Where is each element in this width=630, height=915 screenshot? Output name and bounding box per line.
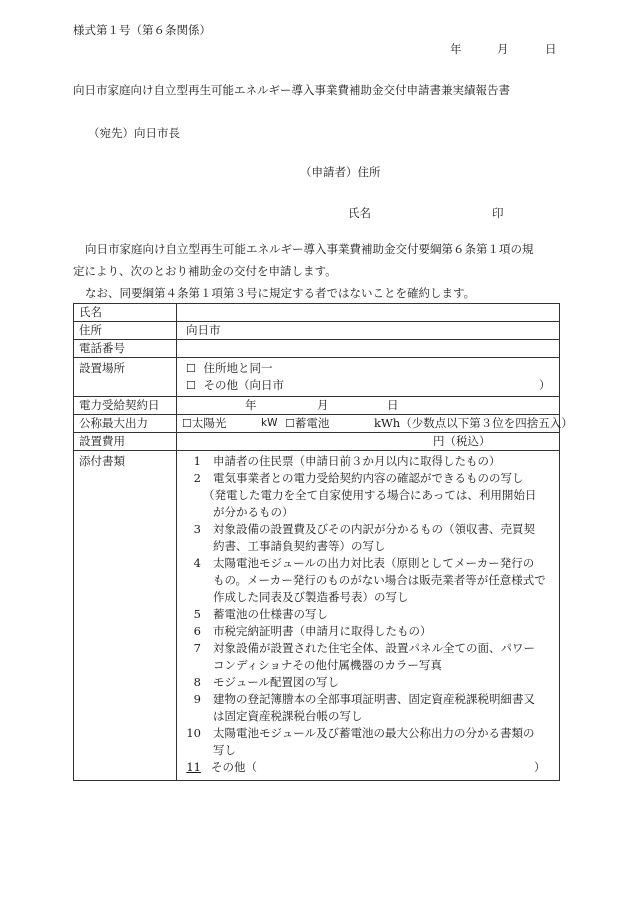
install-cost-unit: 円（税込） <box>433 434 491 448</box>
contract-date-label: 電力受給契約日 <box>74 397 177 415</box>
solar-label: 太陽光 <box>191 416 227 430</box>
body-paragraph-1-line-2: 定により、次のとおり補助金の交付を申請します。 <box>73 264 337 278</box>
contract-date-field[interactable] <box>177 397 560 415</box>
contract-day-label: 日 <box>387 398 399 412</box>
attachment-number: 2 <box>193 471 201 485</box>
phone-label: 電話番号 <box>74 340 177 358</box>
attachment-item <box>179 691 559 708</box>
attachment-text: 申請者の住民票（申請日前３か月以内に取得したもの） <box>213 454 501 468</box>
attachment-item <box>179 555 559 572</box>
attachment-item <box>179 674 559 691</box>
attachment-number: 4 <box>193 556 201 570</box>
attachment-text: 市税完納証明書（申請月に取得したもの） <box>213 624 432 638</box>
attachment-item <box>179 725 559 742</box>
attachment-text: 建物の登記簿謄本の全部事項証明書、固定資産税課税明細書又 <box>213 692 535 706</box>
attachment-text-continued: （発電した電力を全て自家使用する場合にあっては、利用開始日 <box>203 488 537 502</box>
attachment-number: 1 <box>193 454 201 468</box>
address-value: 向日市 <box>186 323 221 337</box>
attachment-text-continued: 写し <box>213 743 236 757</box>
attachment-item <box>179 640 559 657</box>
install-cost-field[interactable] <box>177 433 560 451</box>
address-label: 住所 <box>74 322 177 340</box>
attachment-number: 11 <box>186 760 201 774</box>
attachment-number: 5 <box>193 607 201 621</box>
attachment-text-continued: もの。メーカー発行のものがない場合は販売業者等が任意様式で <box>213 573 546 587</box>
install-cost-label: 設置費用 <box>74 433 177 451</box>
other-location-close-paren: ） <box>539 378 551 392</box>
attachment-text: 太陽電池モジュールの出力対比表（原則としてメーカー発行の <box>213 556 535 570</box>
other-location-option-label: その他（向日市 <box>203 378 285 392</box>
battery-label: 蓄電池 <box>294 416 330 430</box>
attachment-number: 9 <box>193 692 201 706</box>
table-row-attachments <box>74 451 560 781</box>
solar-checkbox[interactable]: ☐ <box>182 417 192 430</box>
battery-checkbox[interactable]: ☐ <box>285 417 295 430</box>
contract-year-label: 年 <box>245 398 257 412</box>
table-row-max-output <box>74 415 560 433</box>
attachment-number: 3 <box>193 522 201 536</box>
attachment-text: 蓄電池の仕様書の写し <box>213 607 328 621</box>
solar-kw-unit: kW <box>261 417 278 429</box>
attachment-text: 電気事業者との電力受給契約内容の確認ができるものの写し <box>213 471 524 485</box>
attachment-text: 対象設備が設置された住宅全体、設置パネル全ての面、パワー <box>213 641 535 655</box>
application-form-table <box>73 303 573 781</box>
attachment-item-other <box>179 759 559 776</box>
attachment-text-continued: 約書、工事請負契約書等）の写し <box>213 539 386 553</box>
attachment-text-continued: コンディショナその他付属機器のカラー写真 <box>213 658 442 672</box>
battery-kwh-note: kWh（少数点以下第３位を四捨五入） <box>374 416 573 430</box>
attachment-text: 太陽電池モジュール及び蓄電池の最大公称出力の分かる書類の <box>213 726 535 740</box>
attachment-text: モジュール配置図の写し <box>213 675 340 689</box>
attachment-number: 7 <box>193 641 201 655</box>
date-day-label: 日 <box>545 42 557 56</box>
attachment-text-continued: は固定資産税課税台帳の写し <box>213 709 363 723</box>
attachment-item <box>179 453 559 470</box>
contract-month-label: 月 <box>317 398 329 412</box>
attachment-number: 10 <box>186 726 201 740</box>
document-title: 向日市家庭向け自立型再生可能エネルギー導入事業費補助金交付申請書兼実績報告書 <box>73 83 510 97</box>
date-month-label: 月 <box>497 42 509 56</box>
table-row-install-location <box>74 358 560 397</box>
attachment-number: 6 <box>193 624 201 638</box>
other-location-checkbox[interactable]: ☐ <box>186 379 196 392</box>
attachment-item <box>179 623 559 640</box>
table-row-contract-date <box>74 397 560 415</box>
attachment-item <box>179 606 559 623</box>
name-label: 氏名 <box>74 304 177 322</box>
applicant-address-label: （申請者）住所 <box>300 165 381 179</box>
attachment-other-label: その他（ <box>211 760 257 774</box>
table-row-phone <box>74 340 560 358</box>
attachment-other-close-paren: ） <box>534 760 546 774</box>
install-location-options <box>177 358 560 397</box>
max-output-label: 公称最大出力 <box>74 415 177 433</box>
install-location-label: 設置場所 <box>74 358 177 397</box>
attachment-number: 8 <box>193 675 201 689</box>
attachment-text-continued: が分かるもの） <box>213 505 294 519</box>
attachments-label: 添付書類 <box>74 451 177 781</box>
attachment-item <box>179 521 559 538</box>
body-paragraph-1-line-1: 向日市家庭向け自立型再生可能エネルギー導入事業費補助金交付要綱第６条第１項の規 <box>85 242 534 256</box>
table-row-address <box>74 322 560 340</box>
seal-label: 印 <box>492 206 504 220</box>
attachment-text-continued: 作成した同表及び製造番号表）の写し <box>213 590 409 604</box>
address-field[interactable] <box>177 322 560 340</box>
attachment-text: 対象設備の設置費及びその内訳が分かるもの（領収書、売買契 <box>213 522 535 536</box>
addressee: （宛先）向日市長 <box>88 126 180 140</box>
body-paragraph-2: なお、同要綱第４条第１項第３号に規定する者ではないことを確約します。 <box>85 286 476 300</box>
attachment-item <box>179 470 559 487</box>
date-year-label: 年 <box>450 42 462 56</box>
phone-field[interactable] <box>177 340 560 358</box>
table-row-name <box>74 304 560 322</box>
same-address-option-label: 住所地と同一 <box>203 361 273 375</box>
same-address-checkbox[interactable]: ☐ <box>186 362 196 375</box>
table-row-install-cost <box>74 433 560 451</box>
form-number: 様式第１号（第６条関係） <box>73 23 211 37</box>
name-field[interactable] <box>177 304 560 322</box>
applicant-name-label: 氏名 <box>348 206 371 220</box>
max-output-field <box>177 415 573 433</box>
attachments-list <box>177 451 560 781</box>
